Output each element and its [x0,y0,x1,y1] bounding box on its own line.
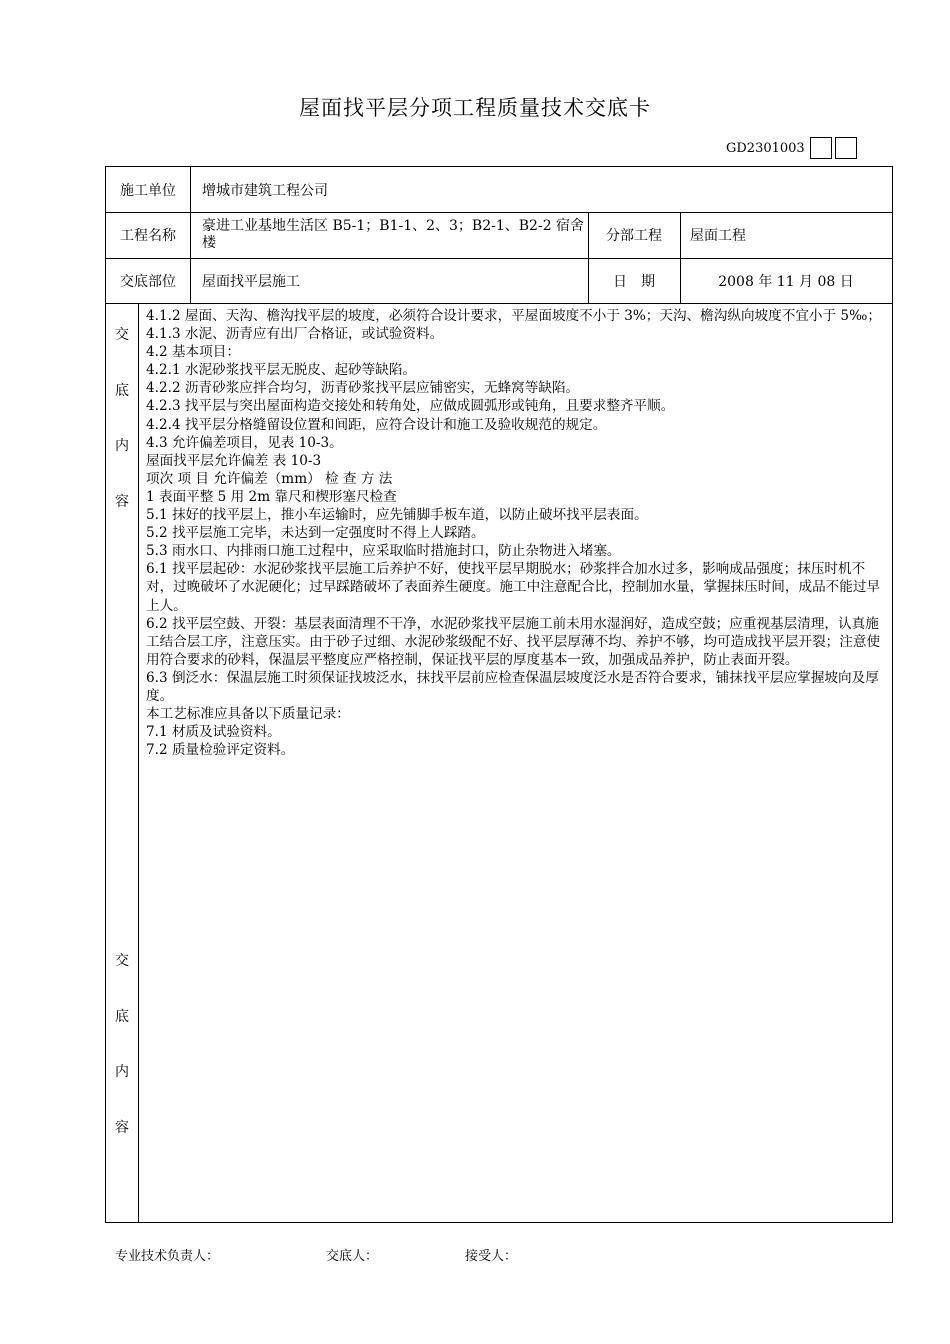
date-label: 日 期 [613,273,655,290]
tech-lead-signature: 专业技术负责人： [115,1249,220,1264]
project-value: 豪进工业基地生活区 B5-1；B1-1、2、3；B2-1、B2-2 宿舍楼 [202,218,585,251]
disclosure-content [146,307,890,759]
document-code [726,136,857,160]
content-paragraph: 5.2 找平层施工完毕，未达到一定强度时不得上人踩踏。 [146,525,485,542]
label-divider [190,167,191,303]
content-paragraph: 4.3 允许偏差项目，见表 10-3。 [146,434,343,451]
content-paragraph: 6.1 找平层起砂：水泥砂浆找平层施工后养护不好，使找平层早期脱水；砂浆拌合加水过多，影响成品强度；抹压时机不对，过晚破坏了水泥硬化；过早踩踏破坏了表面养生硬度。施工中注意配合比，控制加水量，掌握抹压时间，成品不能过早上人。 [146,561,881,614]
content-paragraph: 5.3 雨水口、内排雨口施工过程中，应采取临时措施封口，防止杂物进入堵塞。 [146,543,621,560]
document-code-text: GD2301003 [726,140,805,156]
side-label-top [106,324,138,546]
content-paragraph: 7.2 质量检验评定资料。 [146,742,295,759]
side-char: 内 [115,1064,129,1080]
content-paragraph: 本工艺标准应具备以下质量记录： [146,706,350,723]
side-char: 容 [115,493,129,510]
side-char: 内 [115,438,129,454]
content-paragraph: 6.3 倒泛水：保温层施工时须保证找坡泛水，抹找平层前应检查保温层坡度泛水是否符合要求，铺抹找平层应掌握坡向及厚度。 [146,669,879,704]
content-paragraph: 项次 项 目 允许偏差（mm） 检 查 方 法 [146,470,393,487]
date-value: 2008 年 11 月 08 日 [718,273,854,290]
content-paragraph: 屋面找平层允许偏差 表 10-3 [146,452,322,469]
sub-project-label: 分部工程 [606,228,662,244]
code-box-2 [835,137,857,159]
part-label: 交底部位 [120,273,176,290]
row-divider [106,303,892,304]
content-paragraph: 4.1.3 水泥、沥青应有出厂合格证，或试验资料。 [146,326,444,343]
part-value: 屋面找平层施工 [202,273,300,290]
side-char: 底 [115,1008,129,1025]
code-box-1 [810,137,832,159]
side-char: 底 [115,382,129,399]
presenter-signature: 交底人： [326,1249,379,1264]
content-paragraph: 1 表面平整 5 用 2m 靠尺和楔形塞尺检查 [146,488,397,505]
content-paragraph: 4.2.2 沥青砂浆应拌合均匀，沥青砂浆找平层应铺密实，无蜂窝等缺陷。 [146,380,580,397]
unit-label: 施工单位 [120,182,176,199]
content-paragraph: 4.1.2 屋面、天沟、檐沟找平层的坡度，必须符合设计要求，平屋面坡度不小于 3%；天沟、檐沟纵向坡度不宜小于 5‰； [146,308,881,324]
receiver-signature: 接受人： [465,1249,518,1264]
side-char: 交 [115,327,129,343]
project-label: 工程名称 [120,228,176,244]
side-char: 交 [115,953,129,969]
unit-value: 增城市建筑工程公司 [202,182,328,199]
side-label-bottom [106,950,138,1172]
page-title: 屋面找平层分项工程质量技术交底卡 [299,96,651,120]
content-paragraph: 7.1 材质及试验资料。 [146,724,281,741]
sub-project-value: 屋面工程 [690,228,746,244]
side-divider [138,303,139,1222]
content-paragraph: 4.2.3 找平层与突出屋面构造交接处和转角处，应做成圆弧形或钝角，且要求整齐平顺。 [146,398,675,415]
content-paragraph: 6.2 找平层空鼓、开裂：基层表面清理不干净，水泥砂浆找平层施工前未用水湿润好，造成空鼓；应重视基层清理，认真施工结合层工序，注意压实。由于砂子过细、水泥砂浆级配不好、找平层厚薄不均、养护不够，均可造成找平层开裂；注意使用符合要求的砂料，保温层平整度应严格控制，保证找平层的厚度基本一致，加强成品养护，防止表面开裂。 [146,615,881,668]
content-paragraph: 4.2 基本项目： [146,344,240,361]
side-char: 容 [115,1119,129,1136]
content-paragraph: 4.2.1 水泥砂浆找平层无脱皮、起砂等缺陷。 [146,362,417,379]
content-paragraph: 5.1 抹好的找平层上，推小车运输时，应先铺脚手板车道，以防止破坏找平层表面。 [146,507,648,524]
content-paragraph: 4.2.4 找平层分格缝留设位置和间距，应符合设计和施工及验收规范的规定。 [146,416,607,433]
